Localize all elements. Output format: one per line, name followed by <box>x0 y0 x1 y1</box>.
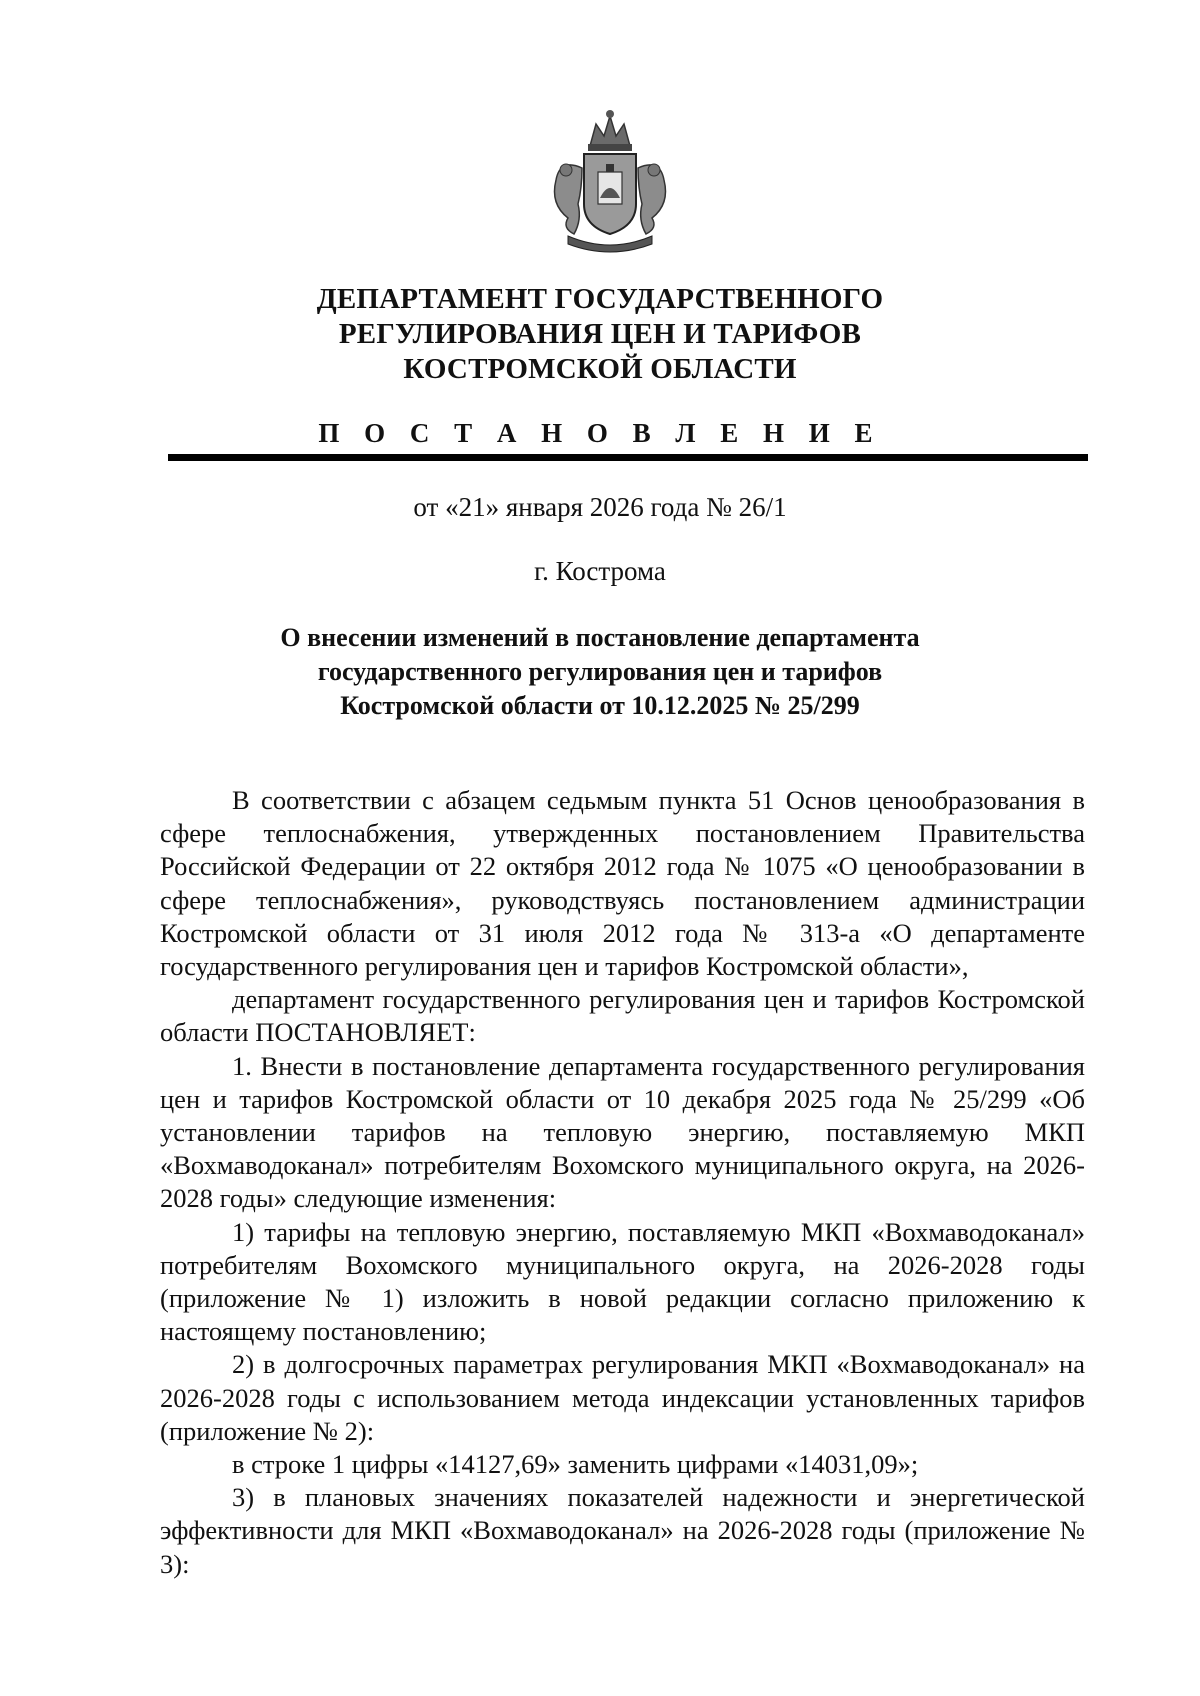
department-line-2: РЕГУЛИРОВАНИЯ ЦЕН И ТАРИФОВ <box>338 318 862 350</box>
subject-line-3: Костромской области от 10.12.2025 № 25/299 <box>340 691 860 720</box>
paragraph-resolves: департамент государственного регулирования цен и тарифов Костромской области ПОСТАНОВЛЯЕТ: <box>160 984 1085 1048</box>
document-subject <box>0 621 1200 723</box>
subject-line-1: О внесении изменений в постановление департамента <box>280 623 920 652</box>
document-city: г. Кострома <box>534 556 666 586</box>
document-date-number: от «21» января 2026 года № 26/1 <box>413 492 787 522</box>
department-name <box>0 282 1200 387</box>
department-line-1: ДЕПАРТАМЕНТ ГОСУДАРСТВЕННОГО <box>316 283 884 315</box>
paragraph-subitem-1: 1) тарифы на тепловую энергию, поставляемую МКП «Вохмаводоканал» потребителям Вохомского муниципального округа, на 2026-2028 годы (приложение № 1) изложить в новой редакции согласно приложению к настоящему постановлению; <box>160 1216 1085 1347</box>
coat-of-arms-icon <box>538 108 682 260</box>
subject-line-2: государственного регулирования цен и тарифов <box>317 657 883 686</box>
paragraph-item-1: 1. Внести в постановление департамента государственного регулирования цен и тарифов Костромской области от 10 декабря 2025 года № 25/299 «Об установлении тарифов на тепловую энергию, поставляемую МКП «Вохмаводоканал» потребителям Вохомского муниципального округа, на 2026-2028 годы» следующие изменения: <box>160 1050 1085 1214</box>
paragraph-row-change: в строке 1 цифры «14127,69» заменить цифрами «14031,09»; <box>232 1449 919 1480</box>
paragraph-preamble: В соответствии с абзацем седьмым пункта 51 Основ ценообразования в сфере теплоснабжения, утвержденных постановлением Правительства Российской Федерации от 22 октября 2012 года № 1075 «О ценообразовании в сфере теплоснабжения», руководствуясь постановлением администрации Костромской области от 31 июля 2012 года № 313-а «О департаменте государственного регулирования цен и тарифов Костромской области», <box>160 785 1085 982</box>
document-body <box>160 784 1085 1581</box>
document-type-heading: П О С Т А Н О В Л Е Н И Е <box>318 418 882 448</box>
header-divider <box>168 454 1088 461</box>
paragraph-subitem-3: 3) в плановых значениях показателей надежности и энергетической эффективности для МКП «Вохмаводоканал» на 2026-2028 годы (приложение № 3): <box>160 1482 1085 1579</box>
paragraph-subitem-2: 2) в долгосрочных параметрах регулирования МКП «Вохмаводоканал» на 2026-2028 годы с использованием метода индексации установленных тарифов (приложение № 2): <box>160 1349 1085 1446</box>
department-line-3: КОСТРОМСКОЙ ОБЛАСТИ <box>403 353 797 385</box>
